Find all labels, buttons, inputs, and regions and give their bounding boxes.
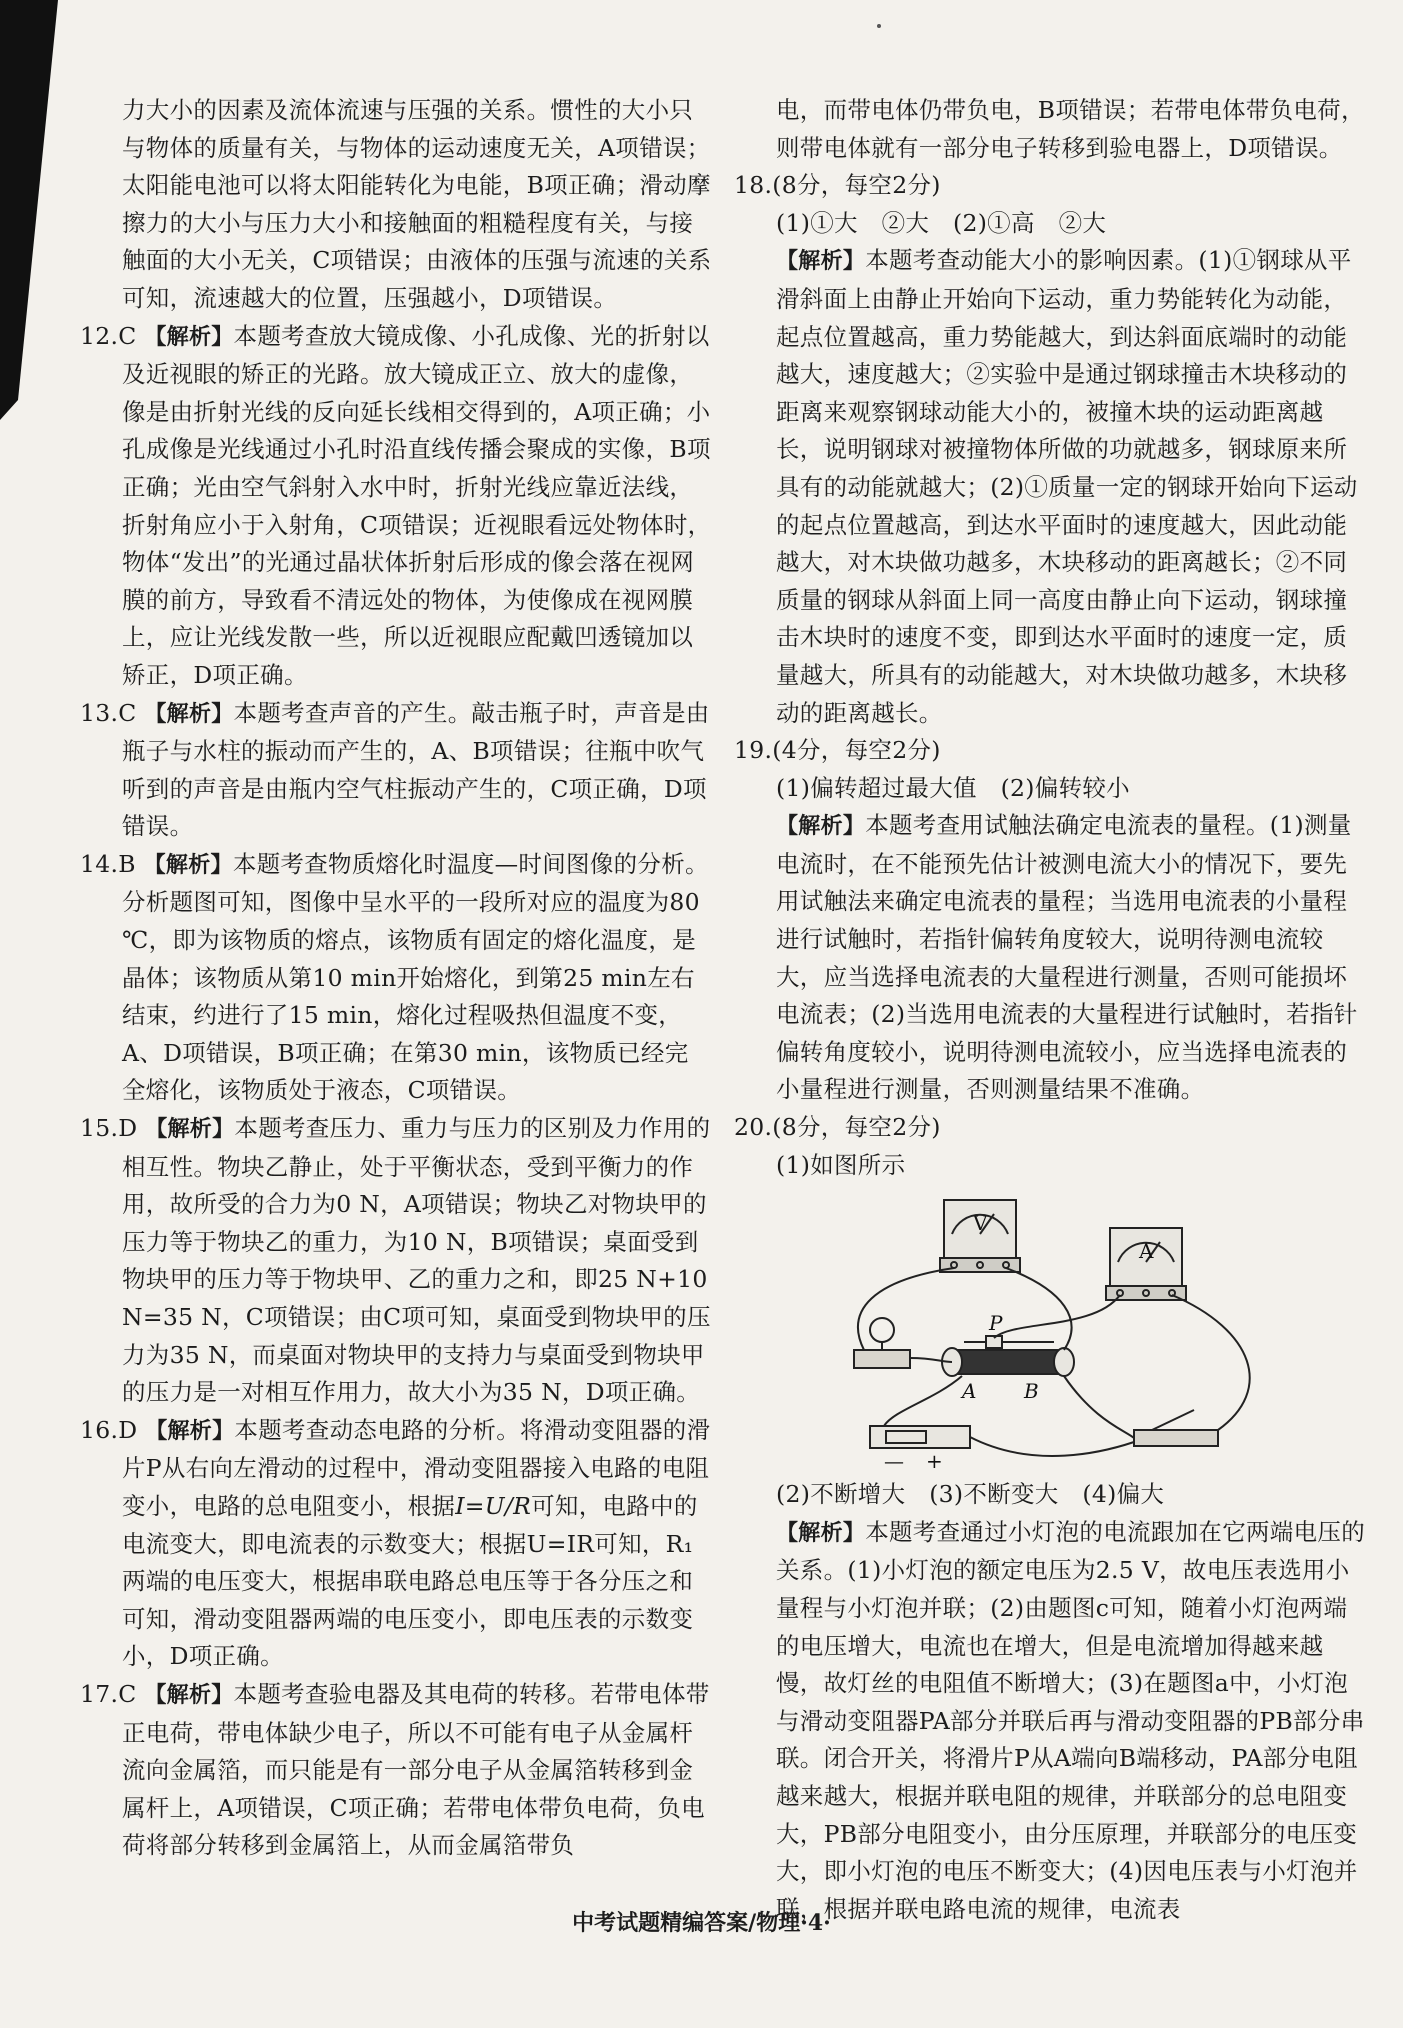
answer-text: 本题考查验电器及其电荷的转移。若带电体带正电荷，带电体缺少电子，所以不可能有电子从金属杆流向金属箔，而只能是有一部分电子从金属箔转移到金属杆上，A项错误，C项正确；若带电体带负电荷，负电荷将部分转移到金属箔上，从而金属箔带负	[122, 1679, 710, 1860]
wire	[884, 1376, 962, 1426]
voltmeter-label: V	[973, 1211, 988, 1236]
analysis-tag: 【解析】	[145, 1418, 235, 1444]
answer-text: 本题考查压力、重力与压力的区别及力作用的相互性。物块乙静止，处于平衡状态，受到平衡力的作用，故所受的合力为0 N，A项错误；物块乙对物块甲的压力等于物块乙的重力，为10 N，B项错误；桌面受到物块甲的压力等于物块甲、乙的重力之和，即25 N+10 N=35 N，C项错误；由C项可知，桌面受到物块甲的压力为35 N，而桌面对物块甲的支持力与桌面受到物块甲的压力是一对相互作用力，故大小为35 N，D项正确。	[122, 1114, 711, 1407]
score-note: (8分，每空2分)	[772, 171, 941, 200]
wire	[994, 1295, 1120, 1338]
answer-text: 本题考查动能大小的影响因素。(1)①钢球从平滑斜面上由静止开始向下运动，重力势能转化为动能，起点位置越高，重力势能越大，到达斜面底端时的动能越大，速度越大；②实验中是通过钢球撞击木块移动的距离来观察钢球动能大小的，被撞木块的运动距离越长，说明钢球对被撞物体所做的功就越多，钢球原来所具有的动能就越大；(2)①质量一定的钢球开始向下运动的起点位置越高，到达水平面时的速度越大，因此动能越大，对木块做功越多，木块移动的距离越长；②不同质量的钢球从斜面上同一高度由静止向下运动，钢球撞击木块时的速度不变，即到达水平面时的速度一定，质量越大，所具有的动能越大，对木块做功越多，木块移动的距离越长。	[776, 246, 1358, 727]
answer-number: 18.	[734, 171, 773, 200]
answer-text: 本题考查声音的产生。敲击瓶子时，声音是由瓶子与水柱的振动而产生的，A、B项错误；往瓶中吹气听到的声音是由瓶内空气柱振动产生的，C项正确，D项错误。	[122, 698, 710, 841]
answer-number: 13.C	[80, 698, 137, 727]
ohm-formula: I=U/R	[455, 1491, 532, 1520]
answer-20-part1: (1)如图所示	[776, 1150, 906, 1179]
answer-19-analysis	[734, 807, 1368, 1109]
answer-15	[80, 1110, 712, 1412]
answer-20-analysis	[734, 1514, 1368, 1929]
answer-18-header	[734, 167, 1368, 205]
answer-19-header	[734, 732, 1368, 770]
q17-continuation: 电，而带电体仍带负电，B项错误；若带电体带负电荷，则带电体就有一部分电子转移到验电器上，D项错误。	[776, 96, 1365, 162]
answer-18-analysis	[734, 242, 1368, 732]
scan-shadow	[0, 0, 60, 420]
answer-19-answers: (1)偏转超过最大值 (2)偏转较小	[776, 773, 1130, 802]
answer-number: 20.	[734, 1113, 773, 1142]
answer-text-cont: 可知，电路中的电流变大，即电流表的示数变大；根据U=IR可知，R₁两端的电压变大，根据串联电路总电压等于各分压之和可知，滑动变阻器两端的电压变小，即电压表的示数变小，D项正确。	[122, 1491, 698, 1671]
slider-label: P	[989, 1311, 1003, 1336]
end-b-label: B	[1024, 1379, 1039, 1404]
answer-17	[80, 1676, 712, 1865]
minus-label: —	[884, 1449, 905, 1471]
answer-number: 19.	[734, 736, 773, 765]
end-a-label: A	[962, 1379, 977, 1404]
answer-12	[80, 318, 712, 695]
analysis-tag: 【解析】	[144, 324, 234, 350]
answer-text: 本题考查用试触法确定电流表的量程。(1)测量电流时，在不能预先估计被测电流大小的情况下，要先用试触法来确定电流表的量程；当选用电流表的小量程进行试触时，若指针偏转角度较大，说明待测电流较大，应当选择电流表的大量程进行测量，否则可能损坏电流表；(2)当选用电流表的大量程进行试触时，若指针偏转角度较小，说明待测电流较小，应当选择电流表的小量程进行测量，否则测量结果不准确。	[776, 811, 1358, 1104]
q11-continuation: 力大小的因素及流体流速与压强的关系。惯性的大小只与物体的质量有关，与物体的运动速度无关，A项错误；太阳能电池可以将太阳能转化为电能，B项正确；滑动摩擦力的大小与压力大小和接触面的粗糙程度有关，与接触面的大小无关，C项错误；由液体的压强与流速的关系可知，流速越大的位置，压强越小，D项错误。	[122, 96, 712, 312]
wire	[1172, 1295, 1250, 1430]
bulb-icon	[854, 1318, 910, 1368]
analysis-tag: 【解析】	[144, 701, 234, 727]
ammeter-label: A	[1139, 1239, 1154, 1264]
answer-number: 17.C	[80, 1679, 137, 1708]
plus-label: +	[926, 1449, 944, 1471]
right-column	[734, 92, 1368, 1928]
answer-13	[80, 695, 712, 846]
answer-20-parts: (2)不断增大 (3)不断变大 (4)偏大	[776, 1480, 1165, 1509]
score-note: (4分，每空2分)	[772, 736, 941, 765]
analysis-tag: 【解析】	[776, 1520, 866, 1546]
analysis-tag: 【解析】	[145, 1117, 235, 1143]
switch-icon	[1134, 1410, 1218, 1446]
answer-number: 16.D	[80, 1415, 138, 1444]
circuit-svg	[834, 1190, 1304, 1470]
answer-16	[80, 1412, 712, 1676]
wire	[1064, 1376, 1134, 1438]
answer-text: 本题考查动态电路的分析。将滑动变阻器的滑片P从右向左滑动的过程中，滑动变阻器接入电路的电阻变小，电路的总电阻变小，根据	[122, 1415, 711, 1520]
answer-number: 15.D	[80, 1114, 138, 1143]
page-footer: 中考试题精编答案/物理·4·	[572, 1910, 831, 1936]
left-column	[80, 92, 712, 1865]
answer-14	[80, 846, 712, 1110]
answer-text: 本题考查放大镜成像、小孔成像、光的折射以及近视眼的矫正的光路。放大镜成正立、放大的虚像，像是由折射光线的反向延长线相交得到的，A项正确；小孔成像是光线通过小孔时沿直线传播会聚成的实像，B项正确；光由空气斜射入水中时，折射光线应靠近法线，折射角应小于入射角，C项错误；近视眼看远处物体时，物体“发出”的光通过晶状体折射后形成的像会落在视网膜的前方，导致看不清远处的物体，为使像成在视网膜上，应让光线发散一些，所以近视眼应配戴凹透镜加以矫正，D项正确。	[122, 321, 712, 689]
answer-text: 本题考查物质熔化时温度—时间图像的分析。分析题图可知，图像中呈水平的一段所对应的温度为80 ℃，即为该物质的熔点，该物质有固定的熔化温度，是晶体；该物质从第10 min开始熔化，到第25 min左右结束，约进行了15 min，熔化过程吸热但温度不变，A、D项错误，B项正确；在第30 min，该物质已经完全熔化，该物质处于液态，C项错误。	[122, 849, 709, 1105]
analysis-tag: 【解析】	[144, 1682, 234, 1708]
answer-number: 12.C	[80, 321, 137, 350]
battery-icon	[870, 1426, 970, 1448]
wire	[970, 1437, 1134, 1456]
circuit-diagram	[834, 1190, 1304, 1470]
dust-mark	[877, 24, 881, 28]
answer-number: 14.B	[80, 849, 136, 878]
analysis-tag: 【解析】	[776, 814, 866, 840]
wire	[1006, 1268, 1072, 1350]
answer-text: 本题考查通过小灯泡的电流跟加在它两端电压的关系。(1)小灯泡的额定电压为2.5 V，故电压表选用小量程与小灯泡并联；(2)由题图c可知，随着小灯泡两端的电压增大，电流也在增大，但是电流增加得越来越慢，故灯丝的电阻值不断增大；(3)在题图a中，小灯泡与滑动变阻器PA部分并联后再与滑动变阻器的PB部分串联。闭合开关，将滑片P从A端向B端移动，PA部分电阻越来越大，根据并联电阻的规律，并联部分的总电阻变大，PB部分电阻变小，由分压原理，并联部分的电压变大，即小灯泡的电压不断变大；(4)因电压表与小灯泡并联，根据并联电路电流的规律，电流表	[776, 1517, 1366, 1923]
answer-18-answers: (1)①大 ②大 (2)①高 ②大	[776, 208, 1107, 237]
analysis-tag: 【解析】	[776, 249, 866, 275]
score-note: (8分，每空2分)	[772, 1113, 941, 1142]
analysis-tag: 【解析】	[143, 852, 233, 878]
answer-20-header	[734, 1109, 1368, 1147]
rheostat-icon	[942, 1336, 1074, 1376]
